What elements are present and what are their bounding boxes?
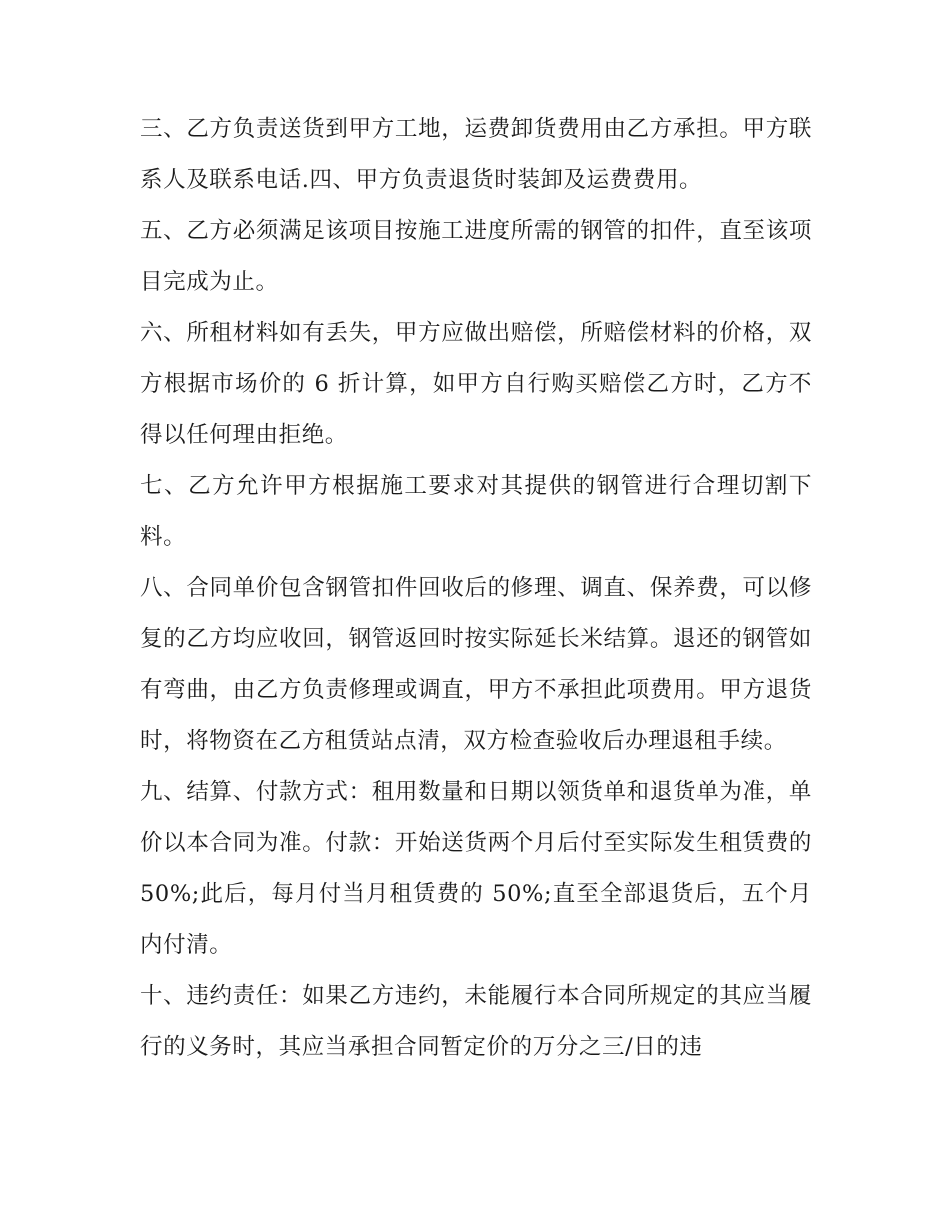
clause-9: 九、结算、付款方式：租用数量和日期以领货单和退货单为准，单价以本合同为准。付款：开始送货两个月后付至实际发生租赁费的 50%;此后，每月付当月租赁费的 50%;直至全部退货后，五个月内付清。	[140, 779, 812, 958]
clause-7: 七、乙方允许甲方根据施工要求对其提供的钢管进行合理切割下料。	[140, 473, 812, 550]
clause-5: 五、乙方必须满足该项目按施工进度所需的钢管的扣件，直至该项目完成为止。	[140, 218, 812, 295]
clause-8: 八、合同单价包含钢管扣件回收后的修理、调直、保养费，可以修复的乙方均应收回，钢管返回时按实际延长米结算。退还的钢管如有弯曲，由乙方负责修理或调直，甲方不承担此项费用。甲方退货时，将物资在乙方租赁站点清，双方检查验收后办理退租手续。	[140, 575, 812, 754]
clause-3-4: 三、乙方负责送货到甲方工地，运费卸货费用由乙方承担。甲方联系人及联系电话.四、甲方负责退货时装卸及运费费用。	[140, 116, 812, 193]
document-body	[140, 104, 812, 1073]
clause-10: 十、违约责任：如果乙方违约，未能履行本合同所规定的其应当履行的义务时，其应当承担合同暂定价的万分之三/日的违	[140, 983, 812, 1060]
clause-6: 六、所租材料如有丢失，甲方应做出赔偿，所赔偿材料的价格，双方根据市场价的 6 折计算，如甲方自行购买赔偿乙方时，乙方不得以任何理由拒绝。	[140, 320, 812, 448]
